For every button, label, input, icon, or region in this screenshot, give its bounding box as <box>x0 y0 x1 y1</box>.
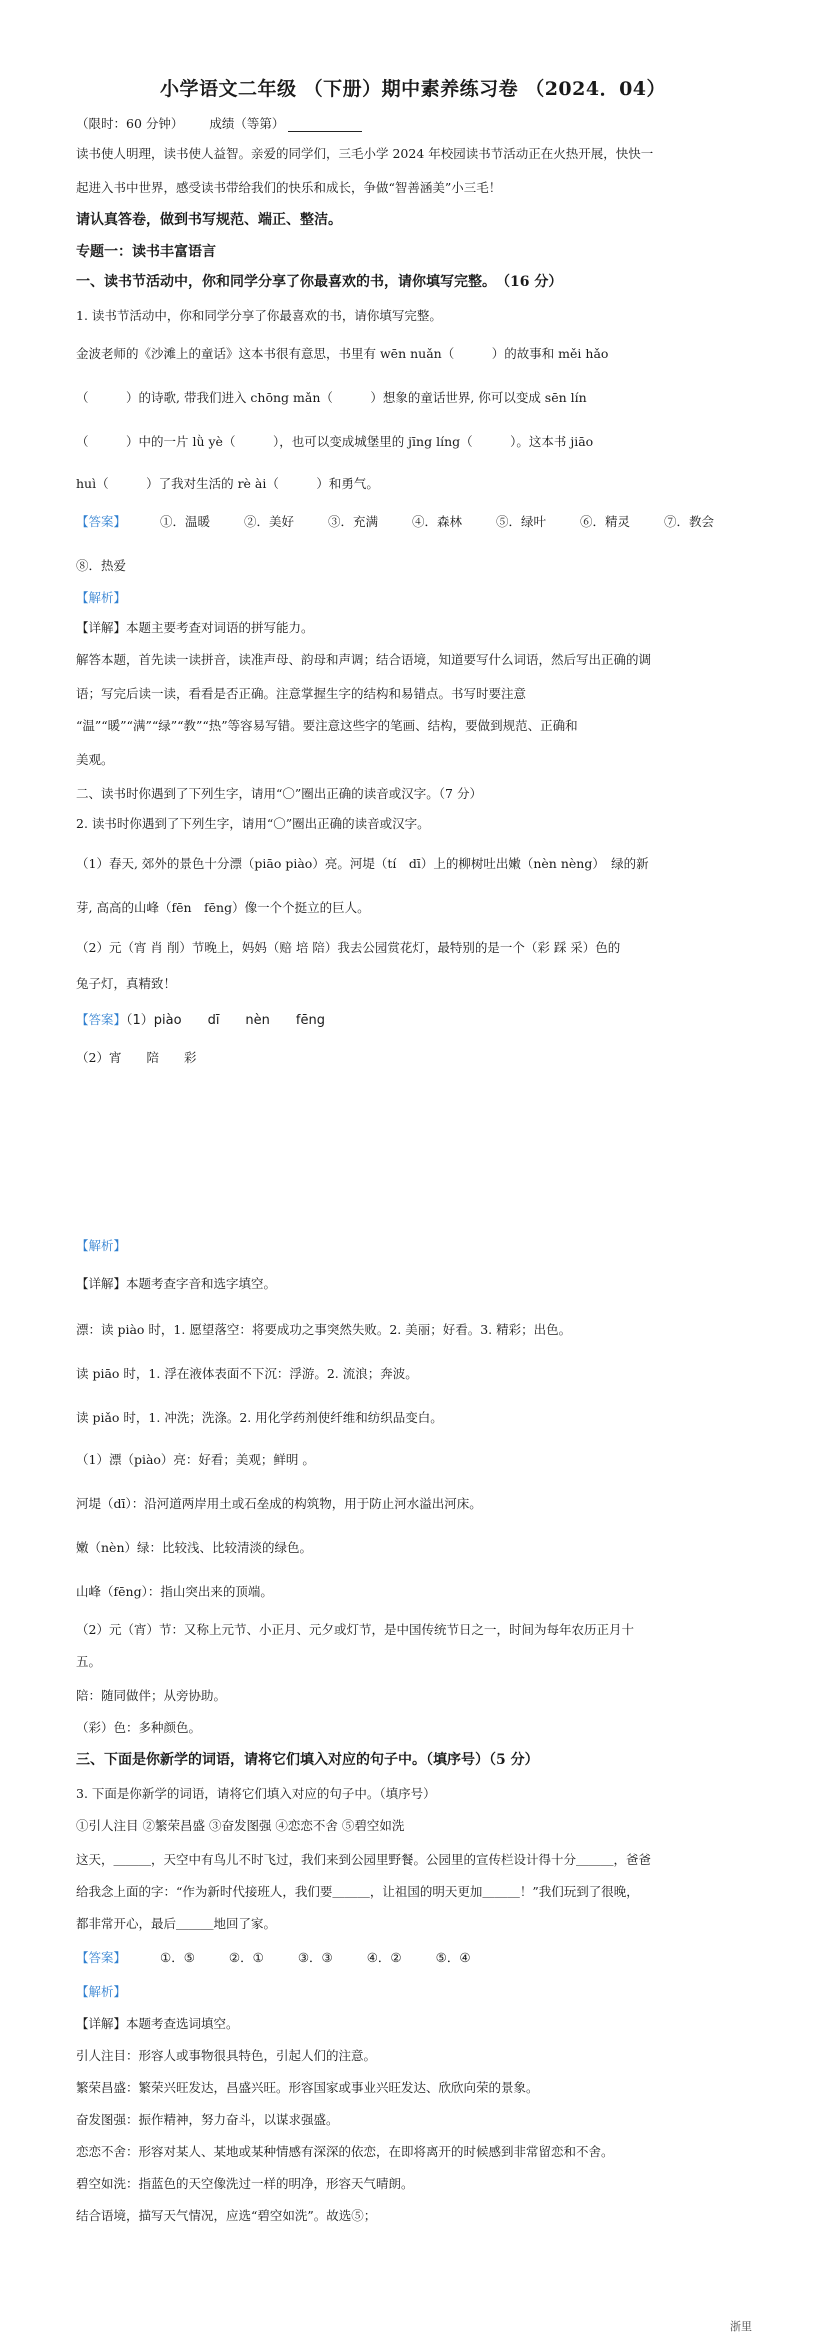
detail-line: 五。 <box>76 1654 102 1669</box>
detail-line: “温”“暖”“满”“绿”“教”“热”等容易写错。要注意这些字的笔画、结构，要做到规范、正确和 <box>76 718 578 733</box>
intro-line: 读书使人明理，读书使人益智。亲爱的同学们，三毛小学 2024 年校园读书节活动正在火热开展，快快一 <box>76 146 654 161</box>
detail-line: 恋恋不舍：形容对某人、某地或某种情感有深深的依恋，在即将离开的时候感到非常留恋和不舍。 <box>76 2144 614 2159</box>
detail-line: 语；写完后读一读，看看是否正确。注意掌握生字的结构和易错点。书写时要注意 <box>76 686 527 701</box>
q3-stem: 3. 下面是你新学的词语，请将它们填入对应的句子中。（填序号） <box>76 1786 436 1801</box>
detail-line: 河堤（dī）：沿河道两岸用土或石垒成的构筑物，用于防止河水溢出河床。 <box>76 1496 482 1511</box>
answer-item: ⑥．精灵 <box>580 514 631 529</box>
topic-heading: 专题一：读书丰富语言 <box>76 244 216 260</box>
q2-heading: 二、读书时你遇到了下列生字，请用“〇”圈出正确的读音或汉字。（7 分） <box>76 786 482 801</box>
q2-line: （2）元（宵 肖 削）节晚上，妈妈（赔 培 陪）我去公园赏花灯，最特别的是一个（彩 踩 采）色的 <box>76 940 621 955</box>
detail-line: （1）漂（piào）亮：好看；美观；鲜明 。 <box>76 1452 315 1467</box>
detail-line: 美观。 <box>76 752 114 767</box>
q1-line: （ ）中的一片 lǜ yè（ ），也可以变成城堡里的 jīng líng（ ）。这本书 jiāo <box>76 434 594 449</box>
q3-options: ①引人注目 ②繁荣昌盛 ③奋发图强 ④恋恋不舍 ⑤碧空如洗 <box>76 1818 405 1833</box>
answer-item: ①．⑤ <box>160 1950 195 1965</box>
detail-line: 引人注目：形容人或事物很具特色，引起人们的注意。 <box>76 2048 377 2063</box>
detail-line: 解答本题，首先读一读拼音，读准声母、韵母和声调；结合语境，知道要写什么词语，然后写出正确的调 <box>76 652 652 667</box>
detail-line: 嫩（nèn）绿：比较浅、比较清淡的绿色。 <box>76 1540 312 1555</box>
detail-line: 陪：随同做伴；从旁协助。 <box>76 1688 227 1703</box>
detail-line: 奋发图强：振作精神，努力奋斗，以谋求强盛。 <box>76 2112 339 2127</box>
q1-line: 金波老师的《沙滩上的童话》这本书很有意思，书里有 wēn nuǎn（ ）的故事和 měi hǎo <box>76 346 609 361</box>
q1-answer-row <box>76 514 756 530</box>
q3-line: 都非常开心，最后＿＿＿地回了家。 <box>76 1916 277 1931</box>
detail-line: （彩）色：多种颜色。 <box>76 1720 202 1735</box>
page-title: 小学语文二年级 （下册）期中素养练习卷 （2024．04） <box>159 78 667 100</box>
detail-line: 读 piǎo 时，1. 冲洗；洗涤。2. 用化学药剂使纤维和纺织品变白。 <box>76 1410 443 1425</box>
answer-item: ①．温暖 <box>160 514 211 529</box>
detail-line: （2）元（宵）节：又称上元节、小正月、元夕或灯节，是中国传统节日之一，时间为每年农历正月十 <box>76 1622 634 1637</box>
answer-item: ⑤．④ <box>435 1950 471 1965</box>
q1-heading: 一、读书节活动中，你和同学分享了你最喜欢的书，请你填写完整。 （16 分） <box>76 274 563 290</box>
detail-line: 漂：读 piào 时，1. 愿望落空：将要成功之事突然失败。2. 美丽；好看。3. 精彩；出色。 <box>76 1322 572 1337</box>
answer-item: ③．充满 <box>328 514 379 529</box>
answer-item: （2）宵 陪 彩 <box>76 1050 197 1065</box>
detail-line: 山峰（fēng）：指山突出来的顶端。 <box>76 1584 273 1599</box>
answer-label: 【答案】 <box>76 514 127 529</box>
detail-line: 繁荣昌盛：繁荣兴旺发达，昌盛兴旺。形容国家或事业兴旺发达、欣欣向荣的景象。 <box>76 2080 539 2095</box>
answer-item: ④．② <box>366 1950 402 1965</box>
q2-line: 兔子灯，真精致！ <box>76 976 177 991</box>
q2-answer-row <box>76 1012 756 1029</box>
q2-line: 芽, 高高的山峰（fēn fēng）像一个个挺立的巨人。 <box>76 900 370 915</box>
answer-item: ⑧．热爱 <box>76 558 127 573</box>
detail-line: 碧空如洗：指蓝色的天空像洗过一样的明净，形容天气晴朗。 <box>76 2176 414 2191</box>
analysis-label: 【解析】 <box>76 1984 127 1999</box>
answer-label: 【答案】 <box>76 1950 127 1965</box>
answer-item: （1）piào dī nèn fēng <box>126 1013 325 1028</box>
instruction: 请认真答卷，做到书写规范、端正、整洁。 <box>76 212 342 228</box>
meta-line <box>76 116 756 132</box>
q3-line: 给我念上面的字：“作为新时代接班人，我们要＿＿＿，让祖国的明天更加＿＿＿！”我们玩到了很晚， <box>76 1884 639 1899</box>
detail-line: 读 piāo 时，1. 浮在液体表面不下沉：浮游。2. 流浪；奔波。 <box>76 1366 418 1381</box>
q1-stem: 1. 读书节活动中，你和同学分享了你最喜欢的书，请你填写完整。 <box>76 308 442 323</box>
q3-heading: 三、下面是你新学的词语，请将它们填入对应的句子中。（填序号）（5 分） <box>76 1752 539 1768</box>
q3-line: 这天，＿＿＿，天空中有鸟儿不时飞过，我们来到公园里野餐。公园里的宣传栏设计得十分＿＿＿，爸爸 <box>76 1852 652 1867</box>
analysis-label: 【解析】 <box>76 1238 127 1253</box>
intro-line: 起进入书中世界，感受读书带给我们的快乐和成长，争做“智善涵美”小三毛！ <box>76 180 502 195</box>
q1-line: huì（ ）了我对生活的 rè ài（ ）和勇气。 <box>76 476 379 491</box>
time-limit: （限时：60 分钟） <box>76 116 184 131</box>
analysis-label: 【解析】 <box>76 590 127 605</box>
detail-line: 【详解】本题考查字音和选字填空。 <box>76 1276 277 1291</box>
q1-line: （ ）的诗歌, 带我们进入 chōng mǎn（ ）想象的童话世界, 你可以变成 sēn lín <box>76 390 587 405</box>
answer-item: ⑦．教会 <box>664 514 715 529</box>
detail-line: 【详解】本题考查选词填空。 <box>76 2016 239 2031</box>
answer-item: ②．① <box>228 1950 264 1965</box>
answer-item: ③．③ <box>297 1950 333 1965</box>
page-footer: 浙里 <box>730 2320 752 2333</box>
q3-answer-row <box>76 1950 756 1966</box>
answer-item: ⑤．绿叶 <box>496 514 547 529</box>
answer-item: ④．森林 <box>412 514 463 529</box>
grade-blank <box>288 119 362 132</box>
q2-line: （1）春天, 郊外的景色十分漂（piāo piào）亮。河堤（tí dī）上的柳树吐出嫩（nèn nèng） 绿的新 <box>76 856 649 871</box>
detail-line: 结合语境，描写天气情况，应选“碧空如洗”。故选⑤； <box>76 2208 377 2223</box>
detail-line: 【详解】本题主要考查对词语的拼写能力。 <box>76 620 314 635</box>
q2-stem: 2. 读书时你遇到了下列生字，请用“〇”圈出正确的读音或汉字。 <box>76 816 430 831</box>
grade-label: 成绩（等第） <box>209 116 285 131</box>
answer-label: 【答案】 <box>76 1012 127 1027</box>
answer-item: ②．美好 <box>244 514 295 529</box>
